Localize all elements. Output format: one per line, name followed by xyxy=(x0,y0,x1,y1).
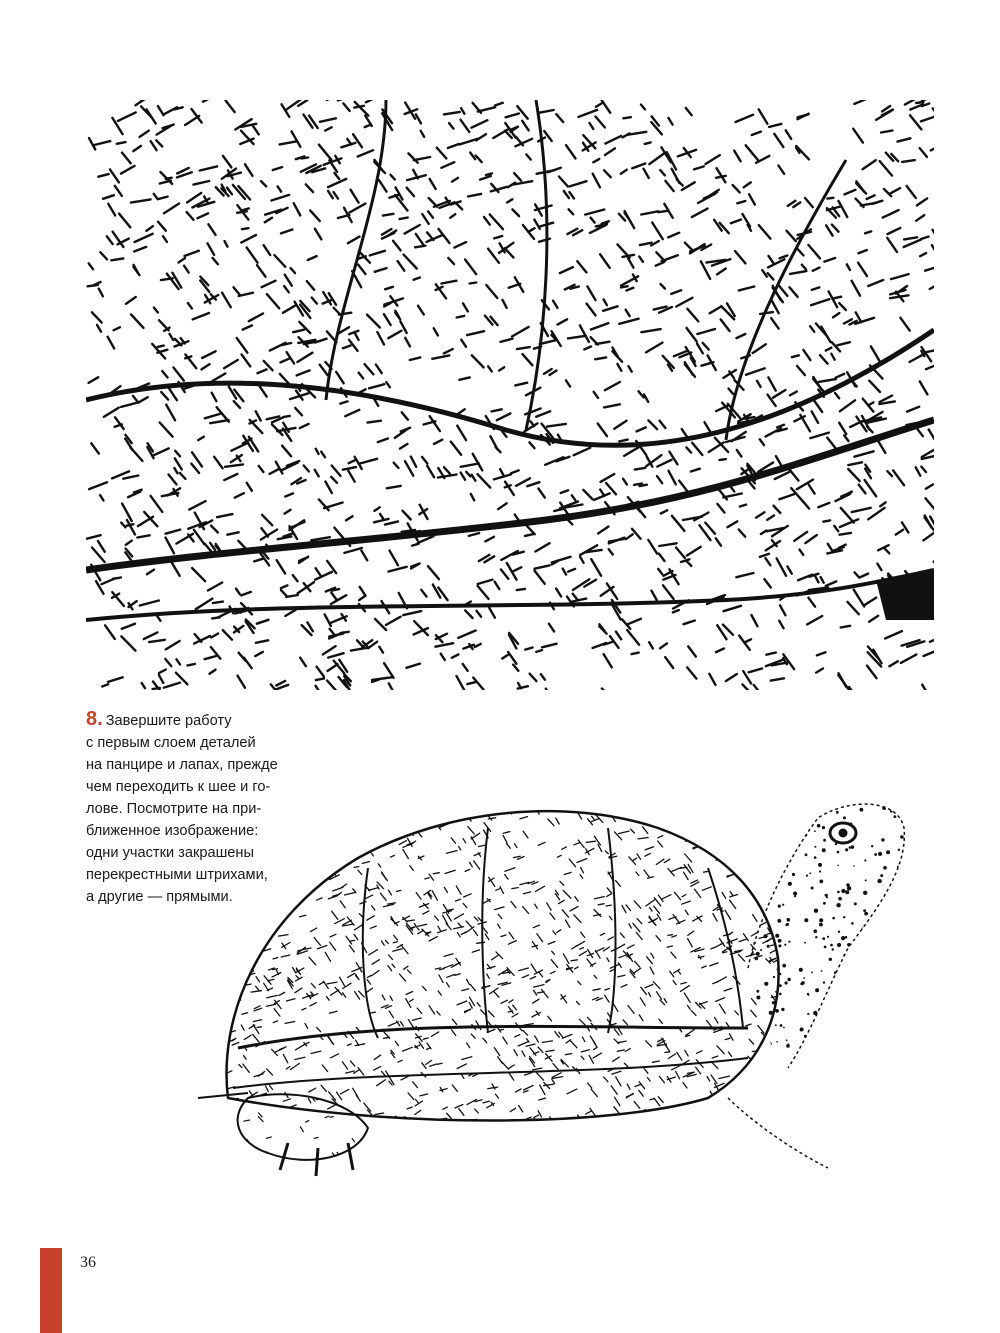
page-accent-bar xyxy=(40,1248,62,1333)
step-number: 8. xyxy=(86,708,103,730)
turtle-illustration xyxy=(188,798,908,1178)
shell-closeup-illustration xyxy=(86,100,934,690)
shell-closeup-drawing xyxy=(86,100,934,690)
caption-line: на панцире и лапах, прежде xyxy=(86,757,278,773)
caption-line: 8. Завершите работу xyxy=(86,708,232,730)
caption-line: перекрестными штрихами, xyxy=(86,867,268,883)
caption-line: с первым слоем деталей xyxy=(86,735,256,751)
caption-line: лове. Посмотрите на при- xyxy=(86,801,262,817)
caption-line: ближенное изображение: xyxy=(86,823,259,839)
caption-line: одни участки закрашены xyxy=(86,845,254,861)
caption-line: а другие — прямыми. xyxy=(86,889,233,905)
turtle-drawing xyxy=(188,798,908,1178)
page-number: 36 xyxy=(80,1254,96,1271)
caption-line: чем переходить к шее и го- xyxy=(86,779,271,795)
